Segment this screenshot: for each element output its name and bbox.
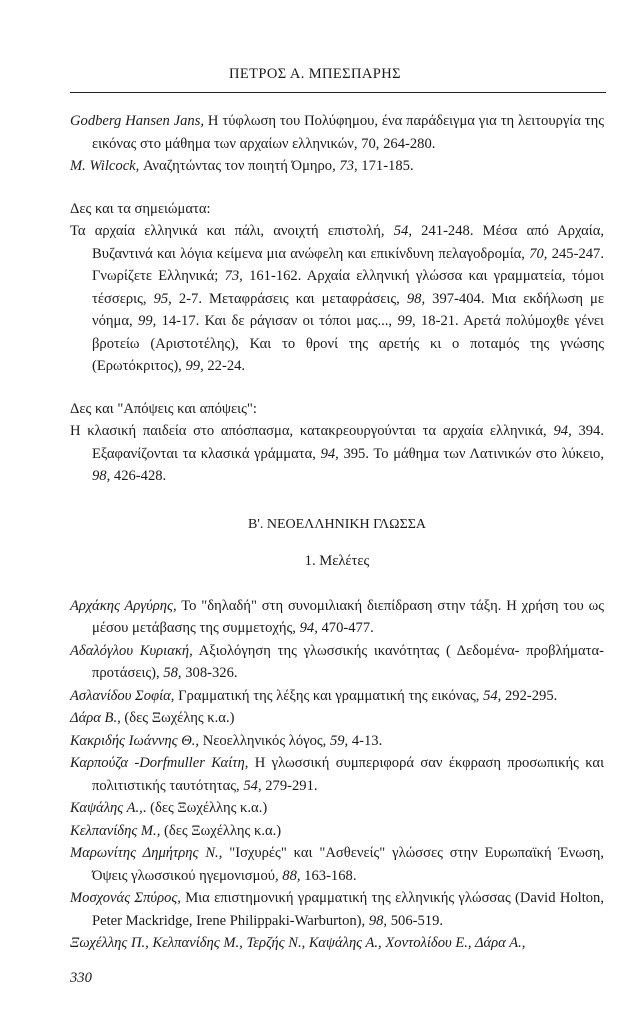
entry-text: (δες Ξωχέλης κ.α.) — [120, 710, 235, 726]
entry-text: "Ισχυρές" και "Ασθενείς" γλώσσες στην Ευρωπαϊκή Ένωση, Όψεις γλωσσικού ηγεμονισμού, — [92, 845, 604, 884]
entry-text: Μια επιστημονική γραμματική της ελληνικής γλώσσας (David Holton, Peter Mackridge, Irene Philippaki-Warburton), — [92, 890, 605, 929]
entry-pages: 506-519. — [387, 912, 444, 929]
views-text: Η κλασική παιδεία στο απόσπασμα, κατακρεουργούνται τα αρχαία ελληνικά, — [70, 423, 554, 439]
studies-list — [70, 595, 604, 955]
entry-pages: 292-295. — [501, 687, 558, 704]
study-entry — [70, 707, 604, 730]
study-entry — [70, 932, 604, 955]
views-volume: 98, — [92, 468, 111, 484]
notes-volume: 99, — [185, 358, 204, 374]
views-text: 394. Εξαφανίζονται τα κλασικά γράμματα, — [92, 423, 605, 462]
views-volume: 94, — [553, 423, 572, 439]
study-entry — [70, 595, 604, 640]
section-title: Β'. ΝΕΟΕΛΛΗΝΙΚΗ ΓΛΩΣΣΑ — [248, 516, 426, 532]
see-views-label: Δες και "Απόψεις και απόψεις": — [70, 400, 257, 417]
study-entry — [70, 685, 604, 708]
entry-text: Το "δηλαδή" στη συνομιλιακή διεπίδραση στην τάξη. Η χρήση του ως μέσου μετάβασης της συμμετοχής, — [92, 597, 604, 636]
study-entry — [70, 820, 604, 843]
notes-text: 397-404. Μια εκδήλωση με νόημα, — [92, 290, 604, 329]
entry-author: Αδαλόγλου Κυριακή, — [70, 642, 193, 659]
views-volume: 94, — [320, 445, 339, 462]
see-notes-entry — [70, 220, 604, 378]
notes-text: 2-7. Μεταφράσεις και μεταφράσεις, — [171, 290, 407, 307]
entry-volume: 94, — [299, 620, 318, 636]
entry-author: Ασλανίδου Σοφία, — [70, 687, 175, 704]
entry-author: Καψάλης Α., — [70, 800, 143, 816]
entry-author: Ξωχέλλης Π., Κελπανίδης Μ., Τερζής Ν., Καψάλης Α., Χοντολίδου Ε., Δάρα Α., — [70, 935, 526, 951]
entry-text: . (δες Ξωχέλλης κ.α.) — [142, 800, 268, 816]
study-entry — [70, 797, 604, 820]
notes-volume: 73, — [224, 268, 243, 284]
bibliography-entry — [70, 110, 604, 155]
entry-text: Αναζητώντας τον ποιητή Όμηρο, — [139, 158, 340, 174]
see-notes-label: Δες και τα σημειώματα: — [70, 200, 211, 217]
entry-text: Γραμματική της λέξης και γραμματική της εικόνας, — [174, 687, 484, 704]
running-header: ΠΕΤΡΟΣ Α. ΜΠΕΣΠΑΡΗΣ — [229, 66, 401, 82]
entry-author: Καρπούζα -Dorfmuller Καίτη, — [70, 755, 249, 771]
study-entry — [70, 752, 604, 797]
header-divider — [70, 92, 606, 93]
views-text: 395. Το μάθημα των Λατινικών στο λύκειο, — [338, 445, 604, 462]
entry-text: (δες Ξωχέλλης κ.α.) — [160, 822, 282, 839]
entry-text: Αξιολόγηση της γλωσσικής ικανότητας ( Δεδομένα- προβλήματα-προτάσεις), — [92, 642, 604, 681]
notes-volume: 95, — [153, 290, 172, 307]
entry-volume: 98, — [368, 912, 388, 929]
entry-author: Δάρα Β., — [70, 710, 121, 726]
subsection-title: 1. Μελέτες — [304, 553, 370, 569]
entry-pages: 279-291. — [261, 777, 318, 794]
entry-volume: 54, — [483, 687, 502, 704]
entry-author: Μοσχονάς Σπύρος, — [70, 890, 181, 906]
entry-volume: 59, — [329, 732, 349, 749]
entry-volume: 58, — [163, 665, 182, 681]
entry-pages: 4-13. — [348, 732, 383, 749]
notes-volume: 99, — [397, 313, 416, 329]
entry-pages: 470-477. — [317, 620, 374, 636]
entry-volume: 54, — [243, 777, 262, 794]
study-entry — [70, 887, 604, 932]
page-body — [70, 110, 604, 955]
entry-pages: 163-168. — [300, 867, 357, 884]
page-number: 330 — [70, 970, 92, 986]
entry-pages: 171-185. — [357, 158, 414, 174]
study-entry — [70, 842, 604, 887]
notes-volume: 98, — [406, 290, 426, 307]
entry-author: Μαρωνίτης Δημήτρης Ν., — [70, 845, 223, 861]
entry-pages: 308-326. — [181, 665, 238, 681]
notes-text: 245-247. Γνωρίζετε Ελληνικά; — [92, 245, 604, 284]
entry-author: Godberg Hansen Jans, — [70, 113, 205, 129]
notes-text: Τα αρχαία ελληνικά και πάλι, ανοιχτή επιστολή, — [70, 223, 394, 239]
study-entry — [70, 730, 604, 753]
notes-volume: 54, — [393, 223, 412, 239]
entry-author: Κακριδής Ιωάννης Θ., — [70, 732, 200, 749]
entry-author: M. Wilcock, — [70, 158, 140, 174]
entry-volume: 73, — [339, 158, 358, 174]
see-views-entry — [70, 420, 604, 488]
entry-volume: 88, — [282, 867, 301, 884]
notes-text: 22-24. — [203, 358, 246, 374]
study-entry — [70, 640, 604, 685]
bibliography-entry — [70, 155, 604, 178]
notes-text: 18-21. Αρετά πολύμοχθε γένει βροτείω (Αριστοτέλης), Και το θρονί της αρετής κι ο ποταμός της γνώσης (Ερωτόκριτος), — [92, 313, 604, 374]
notes-volume: 99, — [137, 313, 157, 329]
views-text: 426-428. — [110, 468, 167, 484]
notes-volume: 70, — [529, 245, 548, 262]
notes-text: 161-162. Αρχαία ελληνική γλώσσα και γραμματεία, τόμοι τέσσερις, — [92, 268, 604, 307]
entry-text: Η γλωσσική συμπεριφορά σαν έκφραση προσωπικής και πολιτιστικής ταυτότητας, — [92, 755, 604, 794]
entry-author: Κελπανίδης Μ., — [70, 822, 161, 839]
entry-author: Αρχάκης Αργύρης, — [70, 597, 177, 614]
notes-text: 241-248. Μέσα από Αρχαία, Βυζαντινά και λόγια κείμενα μια ανώφελη και επικίνδυνη πελαγοδρομία, — [92, 223, 604, 262]
entry-text: Η τύφλωση του Πολύφημου, ένα παράδειγμα για τη λειτουργία της εικόνας στο μάθημα των αρχαίων ελληνικών, 70, 264-280. — [92, 113, 605, 152]
notes-text: 14-17. Και δε ράγισαν οι τόποι μας..., — [156, 313, 398, 329]
entry-text: Νεοελληνικός λόγος, — [199, 732, 330, 749]
